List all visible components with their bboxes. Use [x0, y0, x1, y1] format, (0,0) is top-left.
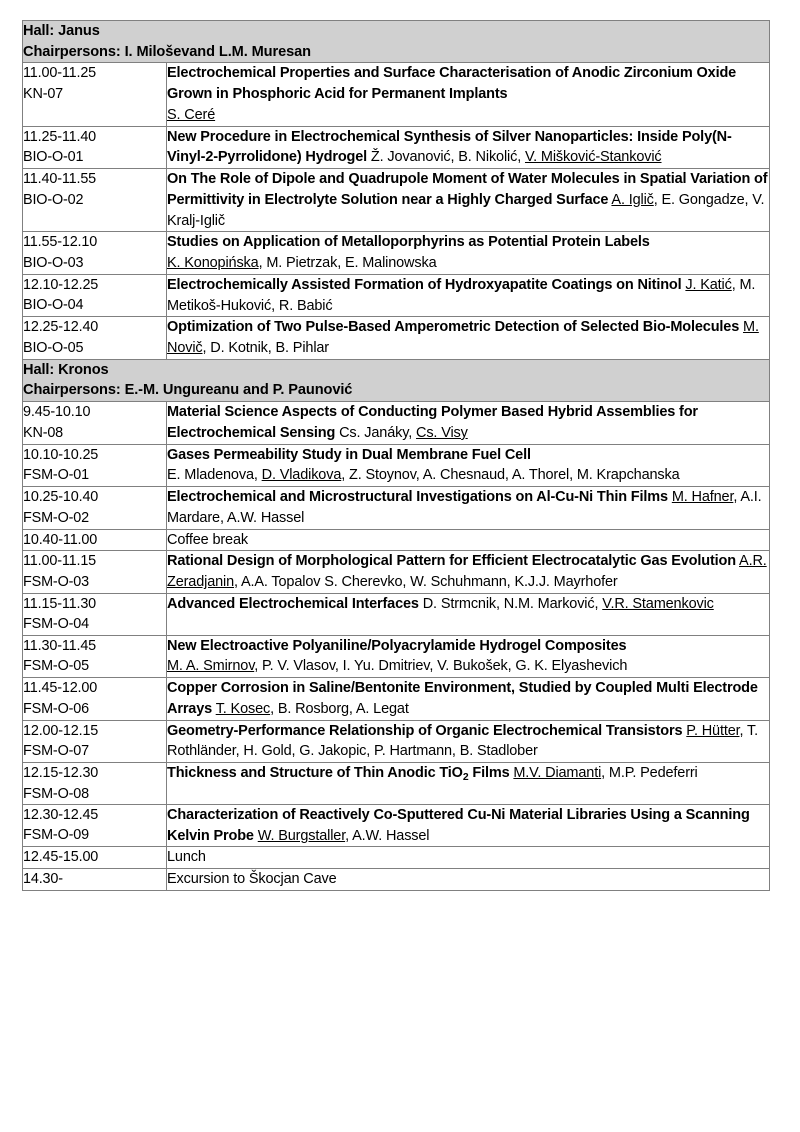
author: G. Jakopic [299, 743, 367, 760]
author: S. Cherevko [324, 574, 403, 591]
author-separator: , [234, 574, 241, 591]
time-cell [23, 232, 167, 274]
entry-bio-o-05 [23, 317, 770, 359]
presentation-title: Material Science Aspects of Conducting Polymer Based Hybrid Assemblies for Electrochemical Sensing [167, 404, 698, 441]
detail-cell [167, 869, 770, 891]
time-cell [23, 720, 167, 762]
presentation-code: FSM-O-05 [23, 658, 89, 675]
author-list [254, 828, 430, 844]
detail-cell [167, 63, 770, 126]
time-slot: 10.40-11.00 [23, 531, 98, 548]
author: N.M. Marković [503, 595, 595, 612]
presentation-code: FSM-O-02 [23, 509, 89, 526]
entry-excursion [23, 869, 770, 891]
schedule-body [23, 21, 770, 891]
time-slot: 12.15-12.30 [23, 765, 99, 782]
time-cell [23, 402, 167, 444]
time-cell [23, 869, 167, 891]
presenting-author: M. Novič [167, 319, 759, 356]
presentation-title: Electrochemically Assisted Formation of Hydroxyapatite Coatings on Nitinol [167, 276, 682, 293]
presentation-code: FSM-O-03 [23, 573, 89, 590]
author-separator: , [450, 149, 459, 166]
detail-cell [167, 402, 770, 444]
presenting-author: D. Vladikova [261, 467, 342, 484]
time-slot: 12.10-12.25 [23, 276, 99, 293]
presentation-title: Rational Design of Morphological Pattern for Efficient Electrocatalytic Gas Evolution [167, 553, 736, 570]
time-slot: 11.00-11.25 [23, 65, 97, 82]
author: I. Yu. Dmitriev [342, 658, 430, 675]
time-slot: 12.25-12.40 [23, 319, 99, 336]
time-slot: 12.45-15.00 [23, 849, 99, 866]
author: P. V. Vlasov [261, 658, 335, 675]
entry-lunch [23, 847, 770, 869]
presenting-author: V. Mišković-Stanković [524, 149, 662, 166]
time-cell [23, 487, 167, 529]
author-separator: , [506, 574, 515, 591]
author: P. Hartmann [374, 743, 452, 760]
author-separator: , [594, 595, 603, 612]
author-separator: , [267, 339, 276, 356]
hall-name: Hall: Kronos [23, 361, 109, 378]
detail-cell [167, 232, 770, 274]
author: B. Stadlober [459, 743, 538, 760]
session-header-janus [23, 21, 770, 63]
entry-bio-o-03 [23, 232, 770, 274]
author-list [509, 765, 697, 781]
presenting-author: A.R. Zeradjanin [167, 553, 767, 591]
time-cell [23, 529, 167, 551]
time-slot: 11.25-11.40 [23, 128, 97, 145]
author-list [167, 656, 769, 677]
time-slot: 11.55-12.10 [23, 234, 98, 251]
entry-bio-o-02 [23, 169, 770, 232]
time-slot: 10.25-10.40 [23, 489, 99, 506]
author-separator: , [744, 191, 753, 208]
author-list [167, 465, 769, 486]
entry-fsm-o-01 [23, 444, 770, 486]
author-separator: , [601, 765, 609, 782]
presenting-author: M.V. Diamanti [513, 765, 602, 782]
time-slot: 12.30-12.45 [23, 806, 99, 823]
author: E. Malinowska [344, 255, 437, 272]
presentation-title: Copper Corrosion in Saline/Bentonite Environment, Studied by Coupled Multi Electrode Arrays [167, 680, 758, 717]
presentation-code: BIO-O-01 [23, 149, 84, 166]
author-separator: , [653, 191, 662, 208]
author-separator: , [348, 700, 356, 717]
author: E. Gongadze [661, 191, 745, 208]
author: Z. Stoynov [349, 467, 416, 484]
author: A.W. Hassel [226, 509, 305, 526]
author: Cs. Janáky [339, 424, 409, 441]
detail-cell [167, 678, 770, 720]
entry-fsm-o-09 [23, 804, 770, 846]
time-slot: 9.45-10.10 [23, 404, 91, 421]
time-cell [23, 317, 167, 359]
author-separator: , [254, 658, 262, 675]
entry-bio-o-01 [23, 126, 770, 168]
presentation-code: BIO-O-04 [23, 297, 84, 314]
detail-cell [167, 444, 770, 486]
presentation-code: BIO-O-03 [23, 254, 84, 271]
chairpersons: Chairpersons: E.-M. Ungureanu and P. Paunović [23, 382, 353, 399]
detail-cell [167, 126, 770, 168]
break-label: Excursion to Škocjan Cave [167, 871, 337, 888]
time-cell [23, 804, 167, 846]
chairpersons: Chairpersons: I. Miloševand L.M. Muresan [23, 43, 311, 60]
author-separator: , [235, 743, 244, 760]
author: R. Babić [278, 297, 333, 314]
author: H. Gold [243, 743, 292, 760]
presentation-code: BIO-O-02 [23, 191, 84, 208]
time-cell [23, 551, 167, 593]
detail-cell [167, 720, 770, 762]
author: W. Schuhmann [410, 574, 507, 591]
presenting-author: M. Hafner [671, 489, 734, 506]
entry-fsm-o-06 [23, 678, 770, 720]
schedule-table [22, 20, 770, 891]
presenting-author: T. Kosec [215, 700, 271, 717]
detail-cell [167, 529, 770, 551]
author: M. Metikoš-Huković [167, 276, 756, 314]
title-subscript: 2 [462, 772, 469, 783]
detail-cell [167, 635, 770, 677]
presentation-title: Thickness and Structure of Thin Anodic TiO$_2$ Films [167, 765, 510, 783]
detail-cell [167, 847, 770, 869]
author: K.J.J. Mayrhofer [514, 574, 618, 591]
entry-fsm-o-02 [23, 487, 770, 529]
author-separator: , [496, 595, 504, 612]
entry-fsm-o-04 [23, 593, 770, 635]
author-separator: , [270, 700, 278, 717]
presenting-author: P. Hütter [686, 722, 740, 739]
detail-cell [167, 317, 770, 359]
time-slot: 11.40-11.55 [23, 171, 97, 188]
time-cell [23, 444, 167, 486]
presenting-author: M. A. Smirnov [167, 658, 255, 675]
entry-fsm-o-03 [23, 551, 770, 593]
entry-fsm-o-07 [23, 720, 770, 762]
author: B. Nikolić [458, 149, 518, 166]
presentation-code: KN-07 [23, 85, 64, 102]
presenting-author: W. Burgstaller [257, 827, 346, 844]
presentation-code: FSM-O-06 [23, 700, 89, 717]
author: V. Bukošek [437, 658, 508, 675]
presentation-title: Characterization of Reactively Co-Sputtered Cu-Ni Material Libraries Using a Scanning Kelvin Probe [167, 806, 750, 844]
author: G. K. Elyashevich [515, 658, 628, 675]
author-separator: , [345, 827, 353, 844]
author-separator: , [517, 149, 525, 166]
author-separator: , [731, 276, 740, 293]
author-separator: , [569, 467, 577, 484]
presentation-title: Electrochemical Properties and Surface Characterisation of Anodic Zirconium Oxide Grown in Phosphoric Acid for Permanent Implants [167, 65, 737, 103]
author: M. Krapchanska [576, 467, 680, 484]
entry-bio-o-04 [23, 274, 770, 316]
time-cell [23, 126, 167, 168]
presenting-author: K. Konopińska [167, 255, 259, 272]
author-separator: , [271, 297, 279, 314]
author-separator: , [451, 743, 460, 760]
detail-cell [167, 763, 770, 805]
detail-cell [167, 487, 770, 529]
detail-cell [167, 551, 770, 593]
presentation-code: KN-08 [23, 424, 64, 441]
author-separator: , [219, 509, 227, 526]
time-slot: 14.30- [23, 871, 63, 888]
author: Ž. Jovanović [370, 149, 451, 166]
author-separator: , [504, 467, 512, 484]
author: A. Thorel [511, 467, 570, 484]
time-slot: 12.00-12.15 [23, 722, 99, 739]
break-label: Lunch [167, 849, 206, 866]
session-header-cell [23, 359, 770, 401]
author-list [419, 596, 714, 612]
author-separator: , [402, 574, 411, 591]
author: B. Rosborg [277, 700, 349, 717]
session-header-cell [23, 21, 770, 63]
presentation-title: On The Role of Dipole and Quadrupole Moment of Water Molecules in Spatial Variation of Permittivity in Electrolyte Solution near a Highly Charged Surface [167, 171, 768, 208]
author-list [212, 701, 409, 717]
time-cell [23, 593, 167, 635]
presentation-title: Studies on Application of Metalloporphyrins as Potential Protein Labels [167, 234, 650, 251]
presentation-title: Advanced Electrochemical Interfaces [167, 595, 419, 612]
presenting-author: V.R. Stamenkovic [602, 595, 714, 612]
detail-cell [167, 169, 770, 232]
entry-kn-07 [23, 63, 770, 126]
author: D. Strmcnik [422, 595, 497, 612]
author: M.P. Pedeferri [608, 765, 698, 782]
break-label: Coffee break [167, 531, 248, 548]
presentation-title: Geometry-Performance Relationship of Organic Electrochemical Transistors [167, 722, 683, 739]
detail-cell [167, 804, 770, 846]
author: A.I. Mardare [167, 489, 762, 526]
author-list [335, 425, 468, 441]
author-separator: , [733, 489, 741, 506]
presentation-code: FSM-O-09 [23, 827, 89, 844]
author-separator: , [429, 658, 438, 675]
presentation-title: New Electroactive Polyaniline/Polyacrylamide Hydrogel Composites [167, 637, 627, 654]
presentation-code: FSM-O-01 [23, 467, 89, 484]
author-list [167, 253, 769, 274]
author: A.A. Topalov [240, 574, 321, 591]
entry-kn-08 [23, 402, 770, 444]
time-cell [23, 763, 167, 805]
author: M. Pietrzak [266, 255, 338, 272]
author: V. Kralj-Iglič [167, 191, 765, 229]
presentation-title: New Procedure in Electrochemical Synthesis of Silver Nanoparticles: Inside Poly(N-Vinyl-2-Pyrrolidone) Hydrogel [167, 128, 732, 166]
author: D. Kotnik [210, 339, 268, 356]
time-slot: 11.30-11.45 [23, 637, 97, 654]
author-separator: , [341, 467, 350, 484]
time-slot: 10.10-10.25 [23, 446, 99, 463]
presentation-code: BIO-O-05 [23, 339, 84, 356]
author-separator: , [258, 255, 267, 272]
session-header-kronos [23, 359, 770, 401]
hall-name: Hall: Janus [23, 23, 100, 39]
author-separator: , [202, 339, 211, 356]
author-separator: , [291, 743, 300, 760]
author-separator: , [337, 255, 345, 272]
author-separator: , [334, 658, 343, 675]
author-separator: , [415, 467, 423, 484]
presenting-author: A. Iglič [611, 191, 654, 208]
time-cell [23, 169, 167, 232]
author-separator: , [507, 658, 516, 675]
presentation-title: Gases Permeability Study in Dual Membrane Fuel Cell [167, 446, 531, 463]
presentation-title: Optimization of Two Pulse-Based Amperometric Detection of Selected Bio-Molecules [167, 319, 740, 336]
author: A. Legat [355, 700, 409, 717]
time-slot: 11.45-12.00 [23, 680, 98, 697]
presenting-author: S. Ceré [167, 106, 216, 123]
detail-cell [167, 593, 770, 635]
author: A. Chesnaud [422, 467, 505, 484]
time-cell [23, 678, 167, 720]
author-list [367, 149, 661, 165]
author: B. Pihlar [275, 339, 329, 356]
time-slot: 11.00-11.15 [23, 553, 97, 570]
time-cell [23, 274, 167, 316]
entry-coffee-break [23, 529, 770, 551]
author-list [167, 105, 769, 126]
author-separator: , [253, 467, 262, 484]
time-cell [23, 635, 167, 677]
presentation-code: FSM-O-08 [23, 785, 89, 802]
presentation-code: FSM-O-07 [23, 743, 89, 760]
author: T. Rothländer [167, 722, 758, 760]
presentation-code: FSM-O-04 [23, 616, 89, 633]
time-cell [23, 847, 167, 869]
time-cell [23, 63, 167, 126]
author: A.W. Hassel [352, 827, 430, 844]
author: E. Mladenova [167, 467, 254, 484]
presenting-author: Cs. Visy [416, 424, 468, 441]
author-separator: , [408, 424, 417, 441]
presenting-author: J. Katić [685, 276, 732, 293]
entry-fsm-o-08 [23, 763, 770, 805]
entry-fsm-o-05 [23, 635, 770, 677]
presentation-title: Electrochemical and Microstructural Investigations on Al-Cu-Ni Thin Films [167, 489, 668, 506]
time-slot: 11.15-11.30 [23, 595, 97, 612]
author-separator: , [739, 722, 747, 739]
detail-cell [167, 274, 770, 316]
author-separator: , [366, 743, 375, 760]
